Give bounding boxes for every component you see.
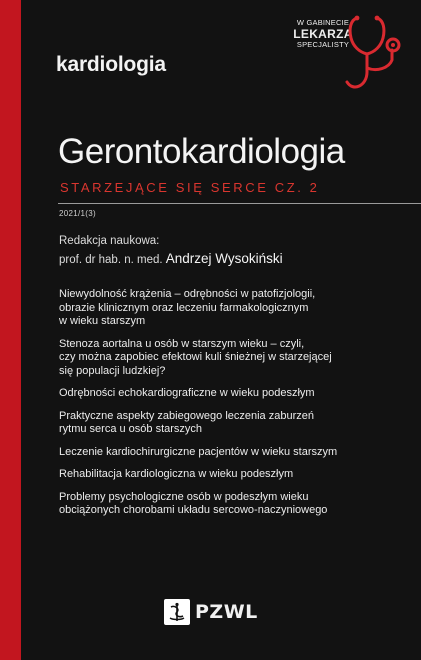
contents-item-line: Praktyczne aspekty zabiegowego leczenia zaburzeń xyxy=(59,409,314,422)
red-side-bar xyxy=(0,0,21,660)
editor-name: Andrzej Wysokiński xyxy=(165,251,283,266)
contents-item xyxy=(59,387,394,401)
editor-degree: prof. dr hab. n. med. xyxy=(59,254,163,266)
editor-line xyxy=(59,251,283,266)
contents-item-line: w wieku starszym xyxy=(59,315,146,327)
contents-item xyxy=(59,288,394,329)
contents-item-line: Niewydolność krążenia – odrębności w patofizjologii, xyxy=(59,288,316,300)
pzwl-emblem-icon xyxy=(166,601,188,623)
badge-line-1: W GABINECIE xyxy=(296,18,350,27)
contents-item-line: obrazie klinicznym oraz leczeniu farmakologicznym xyxy=(59,301,309,314)
contents-item-line: Leczenie kardiochirurgiczne pacjentów w wieku starszym xyxy=(59,445,338,458)
stethoscope-icon xyxy=(343,12,407,107)
contents-item-line: czy można zapobiec efektowi kuli śnieżnej w starzejącej xyxy=(59,351,332,363)
badge-line-3: SPECJALISTY xyxy=(296,39,350,49)
contents-item-line: Problemy psychologiczne osób w podeszłym wieku xyxy=(59,490,309,503)
contents-list xyxy=(59,288,394,527)
contents-item xyxy=(59,491,394,518)
contents-item xyxy=(59,446,394,460)
pzwl-logo-icon xyxy=(164,599,190,625)
contents-item-line: obciążonych chorobami układu sercowo-naczyniowego xyxy=(59,504,328,516)
volume-number: 2021/1(3) xyxy=(59,209,96,218)
badge-line-2: LEKARZA xyxy=(293,26,353,41)
contents-item xyxy=(59,468,394,482)
contents-item xyxy=(59,410,394,437)
book-subtitle: STARZEJĄCE SIĘ SERCE CZ. 2 xyxy=(60,180,320,195)
series-name: kardiologia xyxy=(56,53,166,76)
contents-item-line: Stenoza aortalna u osób w starszym wieku – czyli, xyxy=(59,337,305,350)
series-badge xyxy=(287,12,407,107)
publisher-name: PZWL xyxy=(195,601,258,623)
editor-label: Redakcja naukowa: xyxy=(59,235,160,247)
contents-item-line: Rehabilitacja kardiologiczna w wieku podeszłym xyxy=(59,468,294,480)
contents-item xyxy=(59,338,394,379)
contents-item-line: Odrębności echokardiograficzne w wieku podeszłym xyxy=(59,387,315,399)
contents-item-line: się populacji ludzkiej? xyxy=(59,364,166,377)
divider-line xyxy=(58,203,421,204)
book-title: Gerontokardiologia xyxy=(58,132,345,171)
publisher-logo xyxy=(164,598,258,626)
contents-item-line: rytmu serca u osób starszych xyxy=(59,423,203,435)
